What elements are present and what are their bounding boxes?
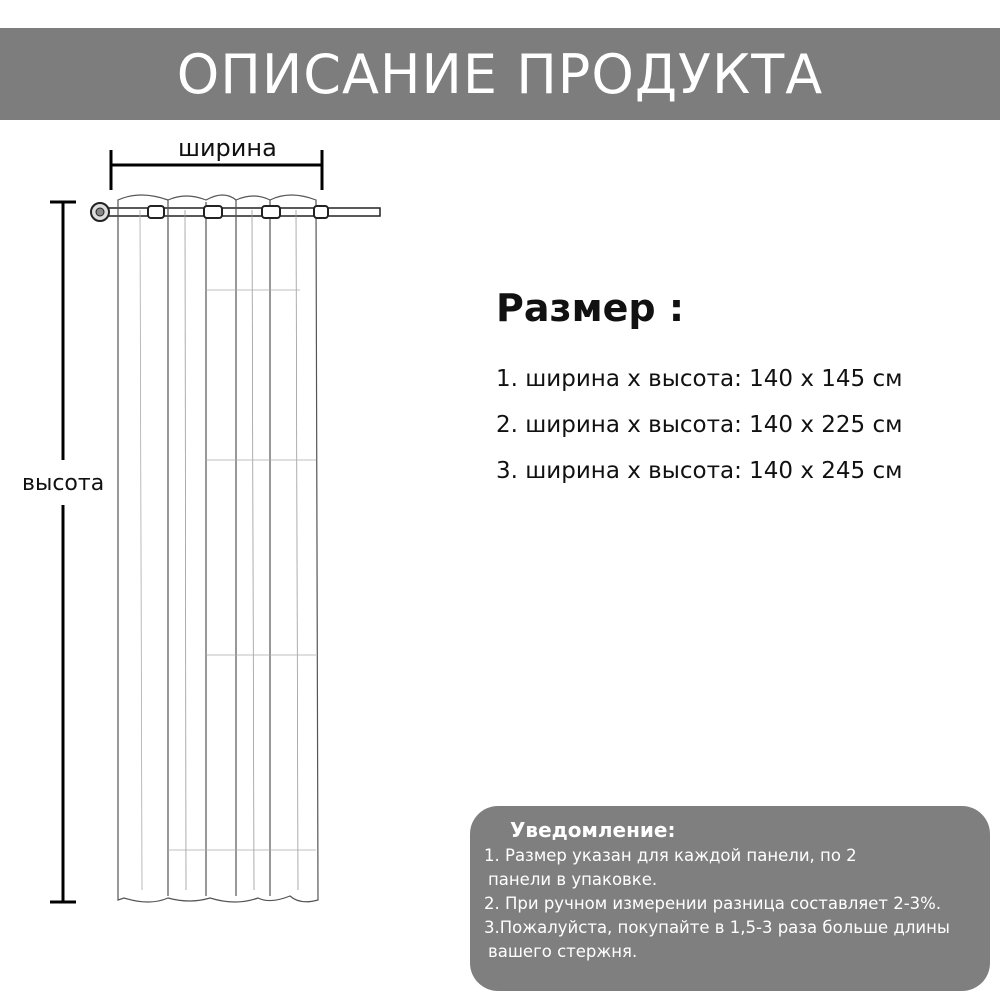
size-option-2: 2. ширина x высота: 140 x 225 см [496,412,903,438]
width-label: ширина [178,134,277,162]
size-section [496,286,903,494]
notice-title: Уведомление: [510,818,676,842]
height-dimension [50,202,76,902]
curtain-panel [118,195,318,902]
notice-line-4: 3.Пожалуйста, покупайте в 1,5-3 раза больше длины [484,918,950,937]
size-option-3: 3. ширина x высота: 140 x 245 см [496,458,903,484]
page-title: ОПИСАНИЕ ПРОДУКТА [176,42,824,106]
notice-line-2: панели в упаковке. [488,870,658,889]
notice-line-5: вашего стержня. [488,942,638,961]
height-label: высота [22,467,104,500]
size-option-1: 1. ширина x высота: 140 x 145 см [496,366,903,392]
notice-line-3: 2. При ручном измерении разница составляет 2-3%. [484,894,942,913]
header-banner [0,28,1000,120]
notice-box [470,806,990,991]
notice-line-1: 1. Размер указан для каждой панели, по 2 [484,846,857,865]
size-title: Размер : [496,286,685,330]
curtain-diagram [0,130,420,920]
